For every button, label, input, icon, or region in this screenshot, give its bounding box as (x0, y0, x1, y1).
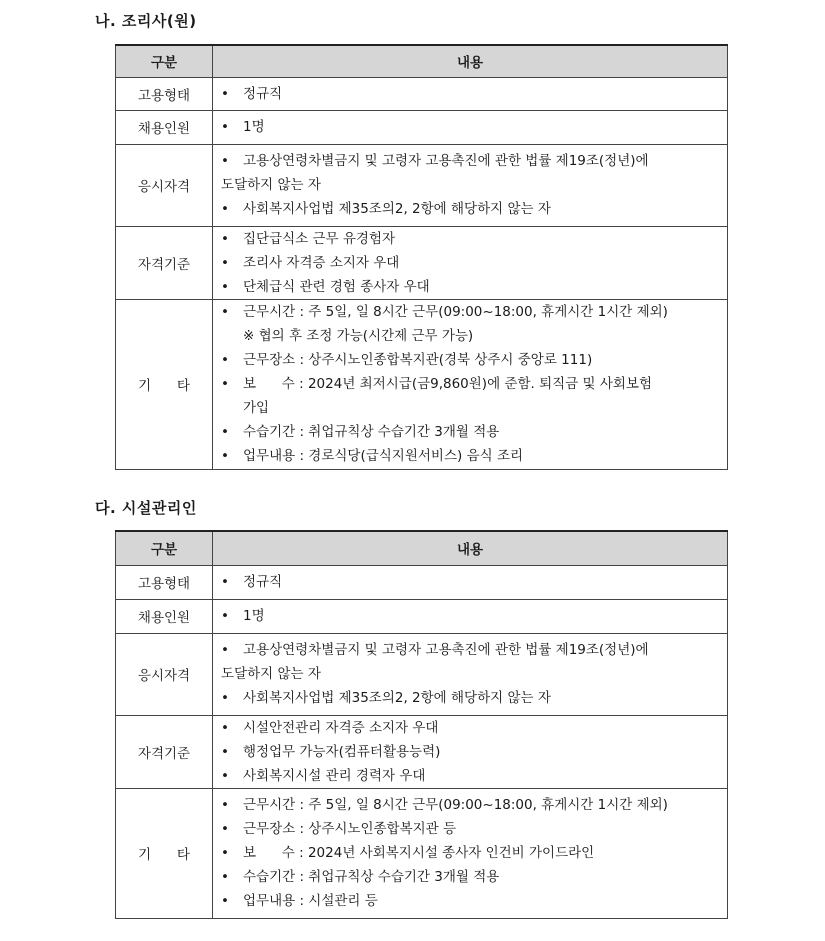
row-label: 자격기준 (116, 715, 213, 788)
bullet-icon: • (221, 352, 229, 368)
row-hires (116, 599, 728, 633)
bullet-icon: • (221, 230, 229, 247)
row-hires (116, 110, 728, 144)
bullet-icon: • (221, 85, 229, 102)
row-criteria (116, 226, 728, 299)
list-item: • 조리사 자격증 소지자 우대 (221, 251, 721, 275)
row-criteria (116, 715, 728, 788)
bullet-icon: • (221, 304, 229, 320)
list-item: • 행정업무 가능자(컴퓨터활용능력) (221, 740, 721, 764)
list-item: • 사회복지사업법 제35조의2, 2항에 해당하지 않는 자 (221, 197, 721, 221)
row-label: 응시자격 (116, 633, 213, 715)
bullet-icon: • (221, 743, 229, 760)
list-item: • 단체급식 관련 경험 종사자 우대 (221, 275, 721, 299)
list-item-continuation: 가입 (243, 400, 270, 416)
bullet-icon: • (221, 608, 229, 624)
bullet-icon: • (221, 845, 229, 861)
header-category: 구분 (116, 45, 213, 77)
row-employment-type (116, 77, 728, 110)
row-content (213, 715, 728, 788)
bullet-icon: • (221, 376, 229, 392)
list-item: • 정규직 (221, 570, 721, 594)
bullet-icon: • (221, 690, 229, 706)
row-content (213, 226, 728, 299)
row-content (213, 299, 728, 469)
table-header-row (116, 531, 728, 565)
bullet-icon: • (221, 642, 229, 658)
list-item: • 업무내용 : 경로식당(급식지원서비스) 음식 조리 (221, 444, 721, 468)
row-employment-type (116, 565, 728, 599)
bullet-icon: • (221, 448, 229, 464)
list-item: • 시설안전관리 자격증 소지자 우대 (221, 716, 721, 740)
list-item: • 업무내용 : 시설관리 등 (221, 889, 721, 913)
list-item: • 집단급식소 근무 유경험자 (221, 227, 721, 251)
row-content (213, 788, 728, 918)
list-item: • 근무장소 : 상주시노인종합복지관(경북 상주시 중앙로 111) (221, 348, 721, 372)
row-content (213, 110, 728, 144)
row-label: 고용형태 (116, 77, 213, 110)
row-eligibility (116, 144, 728, 226)
list-item: • 수습기간 : 취업규칙상 수습기간 3개월 적용 (221, 865, 721, 889)
bullet-icon: • (221, 119, 229, 135)
list-item: • 고용상연령차별금지 및 고령자 고용촉진에 관한 법률 제19조(정년)에 (221, 638, 721, 662)
list-item: • 정규직 (221, 82, 721, 106)
bullet-icon: • (221, 893, 229, 909)
section-title-facility-manager: 다. 시설관리인 (95, 499, 197, 517)
bullet-icon: • (221, 153, 229, 169)
bullet-icon: • (221, 424, 229, 440)
job-table-facility-manager (115, 530, 728, 919)
list-item: • 근무장소 : 상주시노인종합복지관 등 (221, 817, 721, 841)
row-content (213, 77, 728, 110)
row-label: 채용인원 (116, 110, 213, 144)
list-item: • 보 수 : 2024년 사회복지시설 종사자 인건비 가이드라인 (221, 841, 721, 865)
row-label: 고용형태 (116, 565, 213, 599)
header-content: 내용 (213, 531, 728, 565)
bullet-icon: • (221, 821, 229, 837)
row-content (213, 565, 728, 599)
bullet-icon: • (221, 278, 229, 295)
header-category: 구분 (116, 531, 213, 565)
bullet-icon: • (221, 797, 229, 813)
list-item: • 고용상연령차별금지 및 고령자 고용촉진에 관한 법률 제19조(정년)에 (221, 149, 721, 173)
bullet-icon: • (221, 767, 229, 784)
list-item-note: ※ 협의 후 조정 가능(시간제 근무 가능) (243, 328, 474, 344)
list-item: • 1명 (221, 604, 721, 628)
header-content: 내용 (213, 45, 728, 77)
section-title-cook: 나. 조리사(원) (95, 12, 197, 30)
row-eligibility (116, 633, 728, 715)
list-item: • 사회복지시설 관리 경력자 우대 (221, 764, 721, 788)
list-item: • 보 수 : 2024년 최저시급(금9,860원)에 준함. 퇴직금 및 사회보험 (221, 372, 721, 396)
row-other (116, 788, 728, 918)
row-label: 기 타 (116, 299, 213, 469)
row-label: 자격기준 (116, 226, 213, 299)
row-label: 기 타 (116, 788, 213, 918)
list-item: • 근무시간 : 주 5일, 일 8시간 근무(09:00~18:00, 휴게시간 1시간 제외) (221, 300, 721, 324)
row-content (213, 599, 728, 633)
bullet-icon: • (221, 719, 229, 736)
row-content (213, 144, 728, 226)
bullet-icon: • (221, 869, 229, 885)
list-item-continuation: 도달하지 않는 자 (221, 666, 321, 682)
list-item: • 수습기간 : 취업규칙상 수습기간 3개월 적용 (221, 420, 721, 444)
row-label: 채용인원 (116, 599, 213, 633)
bullet-icon: • (221, 201, 229, 217)
bullet-icon: • (221, 254, 229, 271)
table-header-row (116, 45, 728, 77)
job-table-cook (115, 44, 728, 470)
bullet-icon: • (221, 574, 229, 590)
row-other (116, 299, 728, 469)
list-item: • 사회복지사업법 제35조의2, 2항에 해당하지 않는 자 (221, 686, 721, 710)
list-item-continuation: 도달하지 않는 자 (221, 177, 321, 193)
list-item: • 근무시간 : 주 5일, 일 8시간 근무(09:00~18:00, 휴게시간 1시간 제외) (221, 793, 721, 817)
list-item: • 1명 (221, 115, 721, 139)
row-content (213, 633, 728, 715)
row-label: 응시자격 (116, 144, 213, 226)
